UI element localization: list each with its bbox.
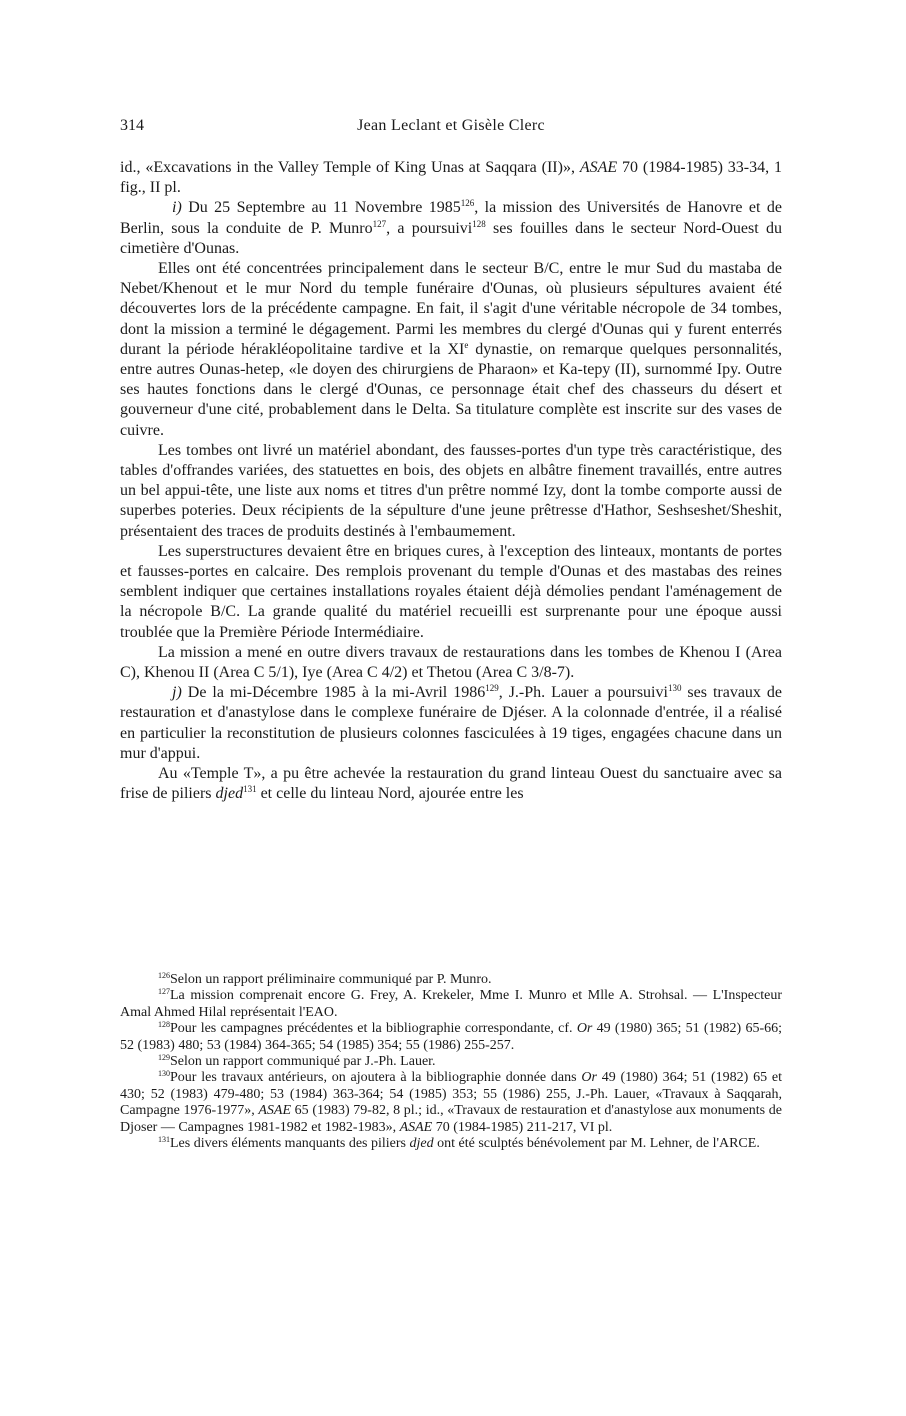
text-run: La mission comprenait encore G. Frey, A. Krekeler, Mme I. Munro et Mlle A. Strohsal. — L'Inspecteur Amal Ahmed Hilal représentait l'EAO. — [120, 988, 782, 1020]
italic-text: Or — [576, 1021, 593, 1037]
text-run: , a poursuivi — [386, 219, 473, 237]
note-reference: 129 — [158, 1053, 170, 1063]
footnote — [120, 1054, 782, 1070]
note-reference: 130 — [158, 1069, 170, 1079]
footnote — [120, 972, 782, 988]
italic-text: i) — [172, 199, 182, 217]
italic-text: Or — [581, 1070, 597, 1086]
text-run: ses travaux de restauration et d'anastylose dans le complexe funéraire de Djéser. A la colonnade d'entrée, il a réalisé en particulier la reconstitution de plusieurs colonnes fasciculées à 19 tiges, engagées chacune dans un mur d'appui. — [120, 684, 783, 762]
text-run: , la mission des Universités de Hanovre et de Berlin, sous la conduite de P. Munro — [120, 199, 782, 237]
page-number: 314 — [120, 117, 144, 134]
page-header — [120, 117, 782, 137]
footnotes — [120, 972, 782, 1152]
footnote — [120, 988, 782, 1021]
paragraph — [120, 441, 782, 542]
text-run: Les divers éléments manquants des piliers — [170, 1136, 410, 1152]
page — [120, 0, 782, 1416]
note-reference: 126 — [158, 971, 170, 980]
text-run: dynastie, on remarque quelques personnalités, entre autres Ounas-hetep, «le doyen des chirurgiens de Pharaon» et Ka-tepy (II), surnommé Ipy. Outre ses hautes fonctions dans le clergé d'Ounas, ce personnage était chef des chasseurs du désert et gouverneur d'une cité, probablement dans le Delta. Sa titulature complète est inscrite sur des vases de cuivre. — [120, 340, 782, 439]
paragraph — [120, 198, 782, 259]
text-run: 70 (1984-1985) 33-34, 1 fig., II pl. — [120, 159, 783, 197]
text-run: De la mi-Décembre 1985 à la mi-Avril 1986 — [181, 684, 486, 702]
italic-text: djed — [409, 1136, 434, 1152]
note-reference: 129 — [485, 683, 499, 694]
text-run: Pour les campagnes précédentes et la bibliographie correspondante, cf. — [170, 1021, 577, 1037]
text-run: 70 (1984-1985) 211-217, VI pl. — [432, 1119, 613, 1135]
italic-text: j) — [172, 684, 182, 702]
note-reference: 131 — [243, 784, 257, 795]
note-reference: 128 — [158, 1020, 170, 1030]
paragraph — [120, 764, 782, 804]
text-run: Les tombes ont livré un matériel abondant, des fausses-portes d'un type très caractéristique, des tables d'offrandes variées, des statuettes en bois, des objets en albâtre finement travaillés, entre autres un bel appui-tête, une liste aux noms et titres d'un prêtre nommé Izy, dont la tombe comporte aussi de superbes poteries. Deux récipients de la sépulture d'une jeune prêtresse d'Hathor, Seshseshet/Sheshit, présentaient des traces de produits destinés à l'embaumement. — [120, 441, 782, 540]
italic-text: ASAE — [579, 159, 618, 176]
body-text — [120, 158, 782, 805]
text-run: ses fouilles dans le secteur Nord-Ouest du cimetière d'Ounas. — [120, 219, 782, 257]
italic-text: ASAE — [399, 1119, 433, 1135]
note-reference: 127 — [372, 218, 387, 229]
note-reference: 131 — [158, 1135, 170, 1145]
paragraph — [120, 259, 782, 441]
italic-text: djed — [215, 785, 244, 803]
text-run: 65 (1983) 79-82, 8 pl.; id., «Travaux de restauration et d'anastylose aux monuments de Djoser — Campagnes 1981-1982 et 1982-1983», — [120, 1103, 782, 1135]
text-run: Selon un rapport préliminaire communiqué par P. Munro. — [170, 972, 492, 987]
running-head: Jean Leclant et Gisèle Clerc — [357, 117, 545, 134]
text-run: Elles ont été concentrées principalement dans le secteur B/C, entre le mur Sud du mastaba de Nebet/Khenout et le mur Nord du temple funéraire d'Ounas, où plusieurs sépultures avaient été découvertes lors de la précédente campagne. En fait, il s'agit d'une véritable nécropole de 34 tombes, dont la mission a terminé le dégagement. Parmi les membres du clergé d'Ounas qui y furent enterrés durant la période hérakléopolitaine tardive et la XI — [120, 260, 782, 358]
italic-text: ASAE — [258, 1103, 291, 1119]
text-run: id., «Excavations in the Valley Temple of King Unas at Saqqara (II)», — [120, 159, 580, 176]
note-reference: 127 — [158, 987, 170, 997]
paragraph — [120, 683, 782, 764]
note-reference: 126 — [460, 198, 475, 209]
footnote — [120, 1136, 782, 1152]
note-reference: 128 — [472, 218, 486, 229]
text-run: Les superstructures devaient être en briques cures, à l'exception des linteaux, montants de portes et fausses-portes en calcaire. Des remplois provenant du temple d'Ounas et des mastabas des reines semblent indiquer que certaines installations royales étaient déjà démolies pendant l'aménagement de la nécropole B/C. La grande qualité du matériel recueilli est surprenante pour une époque aussi troublée que la Première Période Intermédiaire. — [120, 542, 782, 641]
text-run: , J.-Ph. Lauer a poursuivi — [498, 684, 668, 702]
paragraph — [120, 542, 782, 643]
text-run: Au «Temple T», a pu être achevée la restauration du grand linteau Ouest du sanctuaire avec sa frise de piliers — [120, 765, 782, 803]
text-run: 49 (1980) 365; 51 (1982) 65-66; 52 (1983) 480; 53 (1984) 364-365; 54 (1985) 354; 55 (1986) 255-257. — [120, 1021, 782, 1053]
text-run: et celle du linteau Nord, ajourée entre les — [256, 785, 524, 803]
paragraph — [120, 158, 782, 198]
note-reference: e — [464, 339, 469, 350]
text-run: ont été sculptés bénévolement par M. Lehner, de l'ARCE. — [433, 1136, 760, 1152]
text-run: Selon un rapport communiqué par J.-Ph. Lauer. — [170, 1054, 436, 1070]
note-reference: 130 — [667, 683, 682, 694]
footnote — [120, 1070, 782, 1136]
footnote — [120, 1021, 782, 1054]
text-run: 49 (1980) 364; 51 (1982) 65 et 430; 52 (1983) 479-480; 53 (1984) 363-364; 54 (1985) 353; 55 (1986) 255, J.-Ph. Lauer, «Travaux à Saqqarah, Campagne 1976-1977», — [120, 1070, 782, 1119]
text-run: La mission a mené en outre divers travaux de restaurations dans les tombes de Khenou I (Area C), Khenou II (Area C 5/1), Iye (Area C 4/2) et Thetou (Area C 3/8-7). — [120, 643, 782, 682]
text-run: Pour les travaux antérieurs, on ajoutera à la bibliographie donnée dans — [170, 1070, 582, 1086]
paragraph — [120, 643, 782, 683]
text-run: Du 25 Septembre au 11 Novembre 1985 — [181, 199, 461, 217]
